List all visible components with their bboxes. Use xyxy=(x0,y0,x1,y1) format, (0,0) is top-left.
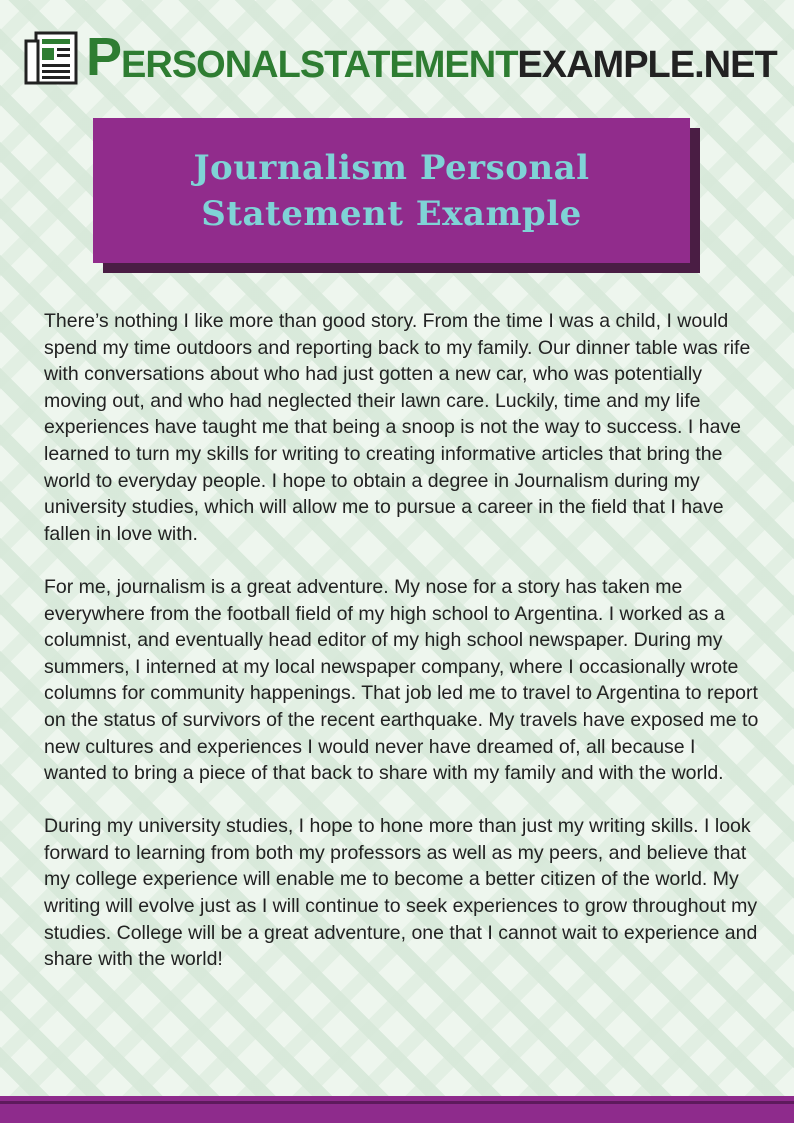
wordmark-example-net: EXAMPLE.NET xyxy=(517,44,777,86)
paragraph-1: There’s nothing I like more than good story. From the time I was a child, I would spend my time outdoors and reporting back to my family. Our dinner table was rife with conversations about who had just gotten a new car, who was potentially moving out, and who had neglected their lawn care. Luckily, time and my life experiences have taught me that being a snoop is not the way to success. I have learned to turn my skills for writing to creating informative articles that bring the world to everyday people. I hope to obtain a degree in Journalism during my university studies, which will allow me to pursue a career in the field that I have fallen in love with. xyxy=(44,310,751,545)
footer-line xyxy=(0,1101,794,1104)
title-line-1: Journalism Personal xyxy=(193,147,590,188)
title-line-2: Statement Example xyxy=(201,193,582,234)
site-header xyxy=(22,22,782,92)
newspaper-icon xyxy=(22,27,82,87)
title-box xyxy=(93,118,690,263)
page-title xyxy=(193,145,589,237)
statement-body xyxy=(44,308,762,999)
wordmark-statement: STATEMENT xyxy=(299,44,518,86)
paragraph-2: For me, journalism is a great adventure. My nose for a story has taken me everywhere from the football field of my high school to Argentina. I worked as a columnist, and eventually head editor of my high school newspaper. During my summers, I interned at my local newspaper company, where I occasionally wrote columns for community happenings. That job led me to travel to Argentina to report on the status of survivors of the recent earthquake. My travels have exposed me to new cultures and experiences I would never have dreamed of, all because I wanted to bring a piece of that back to share with my family and with the world. xyxy=(44,575,759,785)
wordmark-personal: ERSONAL xyxy=(121,44,300,86)
wordmark-initial: P xyxy=(86,27,122,87)
site-wordmark xyxy=(86,27,777,87)
paragraph-3: During my university studies, I hope to hone more than just my writing skills. I look forward to learning from both my professors as well as my peers, and believe that my college experience will enable me to become a better citizen of the world. My writing will evolve just as I will continue to seek experiences to grow throughout my studies. College will be a great adventure, one that I cannot wait to experience and share with the world! xyxy=(44,815,758,971)
